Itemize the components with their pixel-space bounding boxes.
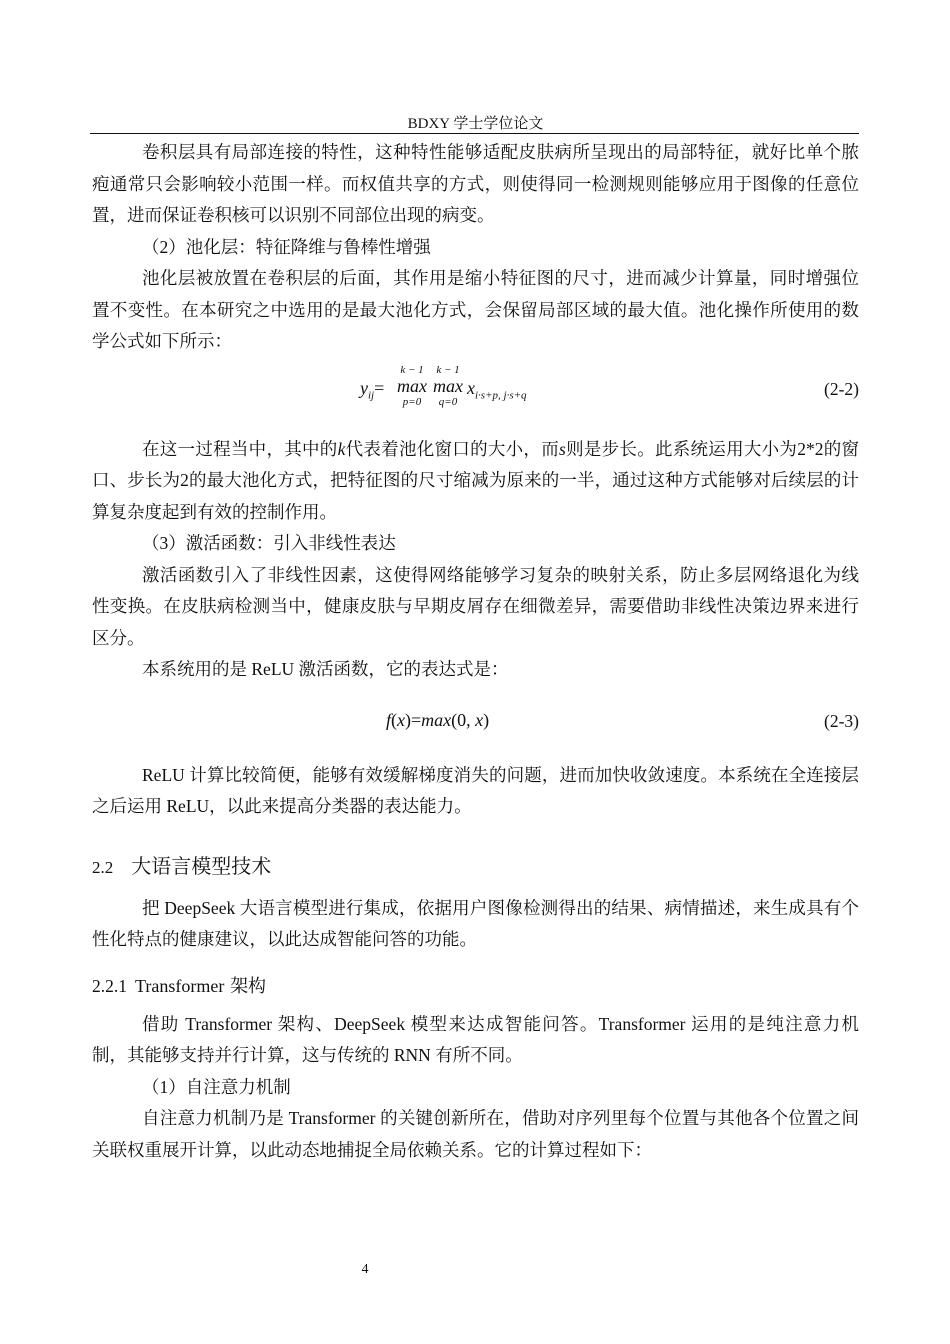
symbol-k: k	[337, 438, 346, 459]
running-header: BDXY 学士学位论文	[407, 116, 544, 132]
eq1-upper1: k − 1	[400, 363, 424, 376]
paragraph-self-attention: 自注意力机制乃是 Transformer 的关键创新所在，借助对序列里每个位置与其他各个位置之间关联权重展开计算，以此动态地捕捉全局依赖关系。它的计算过程如下：	[92, 1108, 859, 1160]
equation-number-2-2: (2-2)	[824, 378, 859, 399]
subheading-pooling: （2）池化层：特征降维与鲁棒性增强	[142, 236, 431, 257]
eq1-lhs: y	[360, 377, 368, 398]
section-title: 大语言模型技术	[131, 853, 272, 878]
symbol-s: s	[558, 438, 566, 459]
subsection-title-zh: 架构	[230, 975, 267, 997]
section-number: 2.2	[92, 857, 114, 877]
eq1-var: x	[467, 377, 475, 398]
eq2-x2: x	[475, 709, 484, 730]
eq1-lower2: q=0	[438, 395, 458, 408]
header-rule	[90, 133, 859, 134]
page-body	[92, 137, 859, 1166]
p3-part-a: 在这一过程当中，其中的	[142, 438, 338, 459]
section-heading-2-2-1	[92, 970, 859, 1003]
paragraph-activation: 激活函数引入了非线性因素，这使得网络能够学习复杂的映射关系，防止多层网络退化为线性变换。在皮肤病检测当中，健康皮肤与早期皮屑存在细微差异，需要借助非线性决策边界来进行区分。	[92, 564, 859, 648]
subsection-title-en: Transformer	[135, 975, 225, 996]
subsection-number: 2.2.1	[92, 975, 127, 996]
p3-part-b: 代表着池化窗口的大小，而	[345, 438, 559, 459]
eq1-equals: =	[374, 377, 385, 398]
paragraph-llm: 把 DeepSeek 大语言模型进行集成，依据用户图像检测得出的结果、病情描述，来生成具有个性化特点的健康建议，以此达成智能问答的功能。	[92, 897, 859, 949]
eq2-f: f	[386, 709, 392, 730]
subheading-self-attention: （1）自注意力机制	[142, 1076, 291, 1097]
eq1-lhs-sub: ij	[368, 389, 375, 402]
eq2-max: max	[421, 709, 452, 730]
eq2-zero: 0	[457, 709, 467, 730]
eq1-max2: max	[433, 375, 463, 396]
paragraph-pooling-explain	[92, 434, 859, 529]
eq2-x: x	[397, 709, 406, 730]
paragraph-conv-locality: 卷积层具有局部连接的特性，这种特性能够适配皮肤病所呈现出的局部特征，就好比单个脓疱通常只会影响较小范围一样。而权值共享的方式，则使得同一检测规则能够应用于图像的任意位置，进而保证卷积核可以识别不同部位出现的病变。	[92, 142, 859, 225]
eq1-lower1: p=0	[402, 395, 422, 408]
p3-part-c: 则是步长。此系统运用大小为2*2的窗口、步长为2的最大池化方式，把特征图的尺寸缩减为原来的一半，通过这种方式能够对后续层的计算复杂度起到有效的控制作用。	[92, 438, 860, 522]
paragraph-relu-intro: 本系统用的是 ReLU 激活函数，它的表达式是：	[142, 659, 509, 679]
paragraph-relu-benefit: ReLU 计算比较简便，能够有效缓解梯度消失的问题，进而加快收敛速度。本系统在全连接层之后运用 ReLU，以此来提高分类器的表达能力。	[92, 764, 859, 816]
eq1-upper2: k − 1	[436, 363, 460, 376]
equation-2-3: f(x)=max(0, x) (2-3)	[386, 709, 859, 731]
eq1-max1: max	[397, 375, 427, 396]
page-number: 4	[361, 1262, 369, 1277]
equation-2-2	[92, 358, 859, 434]
equation-number-2-3: (2-3)	[824, 710, 859, 731]
eq1-var-sub: i·s+p, j·s+q	[475, 389, 527, 402]
subheading-activation: （3）激活函数：引入非线性表达	[142, 533, 396, 553]
paragraph-transformer: 借助 Transformer 架构、DeepSeek 模型来达成智能问答。Transformer 运用的是纯注意力机制，其能够支持并行计算，这与传统的 RNN 有所不同。	[92, 1013, 859, 1065]
section-heading-2-2	[92, 849, 859, 885]
paragraph-pooling: 池化层被放置在卷积层的后面，其作用是缩小特征图的尺寸，进而减少计算量，同时增强位置不变性。在本研究之中选用的是最大池化方式，会保留局部区域的最大值。池化操作所使用的数学公式如下所示：	[92, 268, 859, 351]
